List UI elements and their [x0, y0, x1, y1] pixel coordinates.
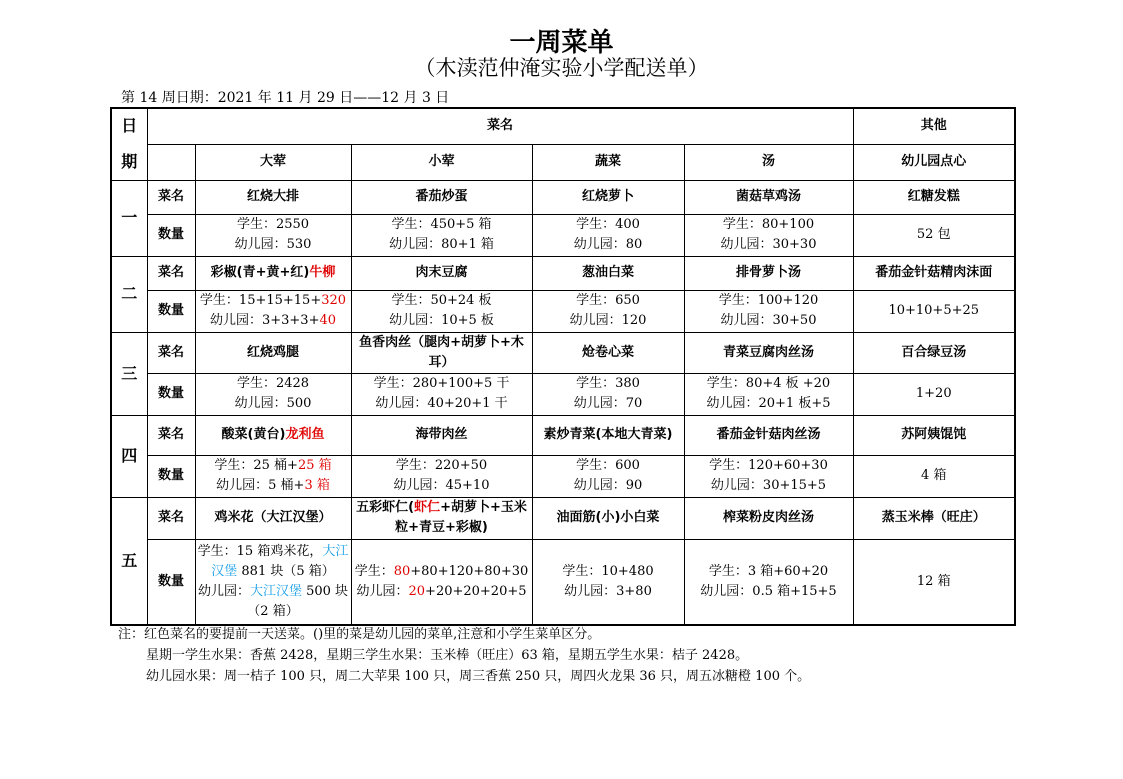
text-run: 番茄炒蛋	[415, 189, 468, 204]
dish-name-snack	[853, 332, 1015, 373]
header-day-char1: 日	[121, 116, 138, 136]
day-label: 三	[111, 332, 147, 415]
quantity-line	[856, 466, 1013, 486]
text-run: 素炒青菜(本地大青菜)	[543, 427, 673, 442]
quantity-line	[354, 291, 530, 311]
text-run: 学生：25 桶+	[214, 458, 298, 473]
text-run: 40	[319, 313, 337, 328]
page-subtitle: （木渎范仲淹实验小学配送单）	[414, 56, 709, 80]
quantity-small	[351, 539, 532, 625]
row-label-name: 菜名	[147, 256, 195, 290]
quantity-veg	[532, 373, 684, 415]
text-run: 肉末豆腐	[415, 265, 468, 280]
dish-name-veg	[532, 256, 684, 290]
text-run: 青菜豆腐肉丝汤	[722, 344, 814, 360]
quantity-small	[351, 373, 532, 415]
quantity-line	[198, 291, 349, 311]
dish-name-meat	[195, 180, 351, 214]
text-run: 3 箱	[304, 478, 330, 493]
quantity-line	[198, 235, 349, 255]
quantity-line	[535, 562, 682, 582]
row-label-name: 菜名	[147, 497, 195, 539]
text-run: 蒸玉米棒（旺庄）	[881, 510, 986, 525]
quantity-snack	[853, 539, 1015, 625]
quantity-meat	[195, 455, 351, 497]
dish-name-snack	[853, 180, 1015, 214]
row-label-qty: 数量	[147, 539, 195, 625]
quantity-line	[198, 542, 349, 582]
text-run: 幼儿园：500	[234, 396, 312, 411]
dish-name-soup	[684, 180, 853, 214]
text-run: 500 块（2 箱）	[247, 583, 349, 619]
text-run: 幼儿园：30+15+5	[710, 478, 827, 493]
text-run: 幼儿园：10+5 板	[389, 313, 494, 328]
note-line-2: 星期一学生水果：香蕉 2428，星期三学生水果：玉米棒（旺庄）63 箱，星期五学生水果：桔子 2428。	[146, 648, 749, 663]
day-label: 五	[111, 497, 147, 625]
quantity-line	[687, 394, 851, 414]
quantity-line	[535, 476, 682, 496]
quantity-line	[856, 301, 1013, 321]
text-run: 52 包	[916, 227, 951, 242]
header-other: 其他	[853, 108, 1015, 144]
text-run: 320	[321, 293, 347, 308]
text-run: 幼儿园：0.5 箱+15+5	[700, 583, 837, 599]
dish-name-meat	[195, 415, 351, 455]
text-run: 学生：2428	[236, 376, 310, 391]
quantity-line	[687, 476, 851, 496]
quantity-line	[354, 476, 530, 496]
text-run: 学生：80+100	[722, 217, 815, 232]
quantity-line	[687, 582, 851, 602]
text-run: 大江汉堡	[211, 543, 349, 579]
text-run: 学生：2550	[236, 217, 310, 232]
text-run: 幼儿园：3+80	[564, 583, 652, 599]
quantity-line	[535, 374, 682, 394]
header-col-small: 小荤	[351, 144, 532, 180]
quantity-line	[354, 562, 530, 582]
text-run: 五彩虾仁(	[356, 500, 415, 515]
dish-name-snack	[853, 497, 1015, 539]
text-run: 炝卷心菜	[581, 344, 634, 360]
row-label-name: 菜名	[147, 415, 195, 455]
text-run: 1+20	[915, 386, 952, 401]
header-col-snack: 幼儿园点心	[853, 144, 1015, 180]
text-run: 学生：50+24 板	[391, 293, 492, 308]
text-run: 红烧大排	[246, 189, 299, 204]
quantity-line	[535, 456, 682, 476]
quantity-veg	[532, 214, 684, 256]
quantity-line	[687, 311, 851, 331]
dish-name-small	[351, 180, 532, 214]
text-run: 学生：80+4 板 +20	[706, 376, 831, 391]
quantity-line	[856, 384, 1013, 404]
text-run: 幼儿园：3+3+3+	[209, 313, 320, 328]
quantity-line	[687, 456, 851, 476]
note-line-3: 幼儿园水果：周一桔子 100 只，周二大苹果 100 只，周三香蕉 250 只，周四火龙果 36 只，周五冰糖橙 100 个。	[146, 669, 811, 684]
quantity-meat	[195, 373, 351, 415]
text-run: 大江汉堡	[249, 583, 302, 599]
dish-name-snack	[853, 415, 1015, 455]
text-run: 红糖发糕	[907, 189, 960, 204]
dish-name-meat	[195, 497, 351, 539]
quantity-snack	[853, 290, 1015, 332]
quantity-line	[535, 215, 682, 235]
quantity-veg	[532, 290, 684, 332]
quantity-snack	[853, 373, 1015, 415]
quantity-snack	[853, 455, 1015, 497]
text-run: 学生：15+15+15+	[199, 293, 322, 308]
dish-name-soup	[684, 256, 853, 290]
text-run: 幼儿园：	[356, 583, 409, 599]
quantity-line	[535, 311, 682, 331]
text-run: 幼儿园：30+50	[720, 313, 817, 328]
dish-name-meat	[195, 256, 351, 290]
quantity-line	[198, 394, 349, 414]
text-run: 881 块（5 箱）	[237, 563, 335, 579]
text-run: 幼儿园：70	[573, 396, 643, 411]
row-label-qty: 数量	[147, 455, 195, 497]
day-label: 四	[111, 415, 147, 497]
row-label-qty: 数量	[147, 373, 195, 415]
text-run: 幼儿园：30+30	[720, 237, 817, 252]
text-run: 百合绿豆汤	[901, 344, 967, 360]
dish-name-small	[351, 256, 532, 290]
text-run: 幼儿园：530	[234, 237, 312, 252]
quantity-line	[687, 562, 851, 582]
header-day-cell	[111, 108, 147, 180]
text-run: 4 箱	[921, 468, 947, 483]
quantity-soup	[684, 373, 853, 415]
text-run: 彩椒(青+黄+红)	[210, 265, 310, 280]
row-label-qty: 数量	[147, 214, 195, 256]
header-col-soup: 汤	[684, 144, 853, 180]
dish-name-meat	[195, 332, 351, 373]
quantity-veg	[532, 539, 684, 625]
text-run: 幼儿园：80	[573, 237, 643, 252]
text-run: 酸菜(黄台)	[221, 427, 286, 442]
quantity-meat	[195, 539, 351, 625]
dish-name-soup	[684, 415, 853, 455]
dish-name-veg	[532, 415, 684, 455]
quantity-line	[535, 394, 682, 414]
dish-name-veg	[532, 332, 684, 373]
text-run: 学生：380	[576, 376, 640, 391]
text-run: 葱油白菜	[581, 265, 634, 280]
text-run: 10+10+5+25	[888, 303, 980, 318]
text-run: 鱼香肉丝（腿肉+胡萝卜+木耳）	[359, 334, 524, 370]
dish-name-soup	[684, 332, 853, 373]
note-line-1: 注：红色菜名的要提前一天送菜。()里的菜是幼儿园的菜单,注意和小学生菜单区分。	[118, 627, 601, 642]
quantity-small	[351, 290, 532, 332]
text-run: 25 箱	[297, 458, 332, 473]
quantity-line	[687, 291, 851, 311]
dish-name-veg	[532, 180, 684, 214]
notes	[118, 624, 810, 687]
text-run: 学生：15 箱鸡米花，	[197, 543, 323, 559]
quantity-line	[687, 215, 851, 235]
quantity-line	[354, 394, 530, 414]
text-run: 龙利鱼	[285, 427, 325, 442]
quantity-line	[535, 291, 682, 311]
quantity-line	[354, 582, 530, 602]
text-run: 牛柳	[309, 265, 336, 280]
header-blank	[147, 144, 195, 180]
text-run: 学生：400	[576, 217, 640, 232]
quantity-small	[351, 455, 532, 497]
quantity-veg	[532, 455, 684, 497]
quantity-line	[354, 311, 530, 331]
quantity-snack	[853, 214, 1015, 256]
dish-name-soup	[684, 497, 853, 539]
text-run: 幼儿园：120	[569, 313, 647, 328]
text-run: 学生：280+100+5 干	[373, 376, 510, 391]
text-run: 虾仁	[414, 500, 441, 515]
text-run: 12 箱	[916, 573, 951, 589]
quantity-line	[198, 311, 349, 331]
text-run: 番茄金针菇精肉沫面	[875, 265, 993, 280]
text-run: 学生：	[354, 563, 394, 579]
text-run: 学生：10+480	[562, 563, 654, 579]
quantity-small	[351, 214, 532, 256]
text-run: 幼儿园：	[197, 583, 250, 599]
quantity-line	[856, 572, 1013, 592]
quantity-line	[687, 374, 851, 394]
text-run: 幼儿园：90	[573, 478, 643, 493]
quantity-line	[354, 374, 530, 394]
row-label-name: 菜名	[147, 180, 195, 214]
quantity-soup	[684, 539, 853, 625]
text-run: 幼儿园：20+1 板+5	[706, 396, 831, 411]
dish-name-veg	[532, 497, 684, 539]
page-title: 一周菜单	[509, 28, 614, 58]
text-run: +80+120+80+30	[410, 563, 529, 579]
quantity-line	[535, 235, 682, 255]
text-run: 番茄金针菇肉丝汤	[716, 427, 821, 442]
quantity-soup	[684, 214, 853, 256]
text-run: 学生：120+60+30	[709, 458, 828, 473]
text-run: 学生：450+5 箱	[391, 217, 492, 232]
text-run: 海带肉丝	[415, 427, 468, 442]
quantity-line	[687, 235, 851, 255]
text-run: 学生：600	[576, 458, 640, 473]
quantity-line	[354, 235, 530, 255]
dish-name-small	[351, 332, 532, 373]
text-run: 红烧萝卜	[581, 189, 634, 204]
text-run: 油面筋(小)小白菜	[556, 510, 660, 525]
header-col-meat: 大荤	[195, 144, 351, 180]
text-run: 学生：3 箱+60+20	[708, 563, 829, 579]
header-day-char2: 期	[121, 152, 138, 172]
quantity-meat	[195, 290, 351, 332]
text-run: 幼儿园：80+1 箱	[389, 237, 494, 252]
header-dish-name: 菜名	[147, 108, 853, 144]
text-run: 幼儿园：40+20+1 干	[375, 396, 508, 411]
quantity-soup	[684, 455, 853, 497]
text-run: 菌菇草鸡汤	[735, 189, 801, 204]
quantity-line	[535, 582, 682, 602]
text-run: +20+20+20+5	[425, 583, 527, 599]
quantity-line	[198, 456, 349, 476]
text-run: 苏阿姨馄饨	[901, 427, 967, 442]
quantity-soup	[684, 290, 853, 332]
quantity-meat	[195, 214, 351, 256]
text-run: 鸡米花（大江汉堡）	[214, 510, 332, 525]
text-run: 学生：100+120	[718, 293, 819, 308]
quantity-line	[354, 215, 530, 235]
row-label-name: 菜名	[147, 332, 195, 373]
quantity-line	[198, 476, 349, 496]
text-run: 学生：650	[576, 293, 640, 308]
text-run: 80	[393, 563, 411, 579]
quantity-line	[198, 215, 349, 235]
dish-name-snack	[853, 256, 1015, 290]
day-label: 一	[111, 180, 147, 256]
week-date-line: 第 14 周日期：2021 年 11 月 29 日——12 月 3 日	[121, 90, 450, 106]
text-run: 20	[408, 583, 426, 599]
menu-table	[110, 107, 1016, 626]
dish-name-small	[351, 497, 532, 539]
text-run: 学生：220+50	[395, 458, 488, 473]
quantity-line	[198, 374, 349, 394]
quantity-line	[354, 456, 530, 476]
text-run: +胡萝卜+玉米粒+青豆+彩椒)	[395, 500, 527, 535]
dish-name-small	[351, 415, 532, 455]
day-label: 二	[111, 256, 147, 332]
text-run: 红烧鸡腿	[246, 344, 299, 360]
row-label-qty: 数量	[147, 290, 195, 332]
quantity-line	[198, 582, 349, 622]
text-run: 幼儿园：45+10	[393, 478, 490, 493]
text-run: 排骨萝卜汤	[735, 265, 801, 280]
text-run: 榨菜粉皮肉丝汤	[722, 510, 814, 525]
quantity-line	[856, 225, 1013, 245]
header-col-veg: 蔬菜	[532, 144, 684, 180]
text-run: 幼儿园：5 桶+	[216, 478, 305, 493]
